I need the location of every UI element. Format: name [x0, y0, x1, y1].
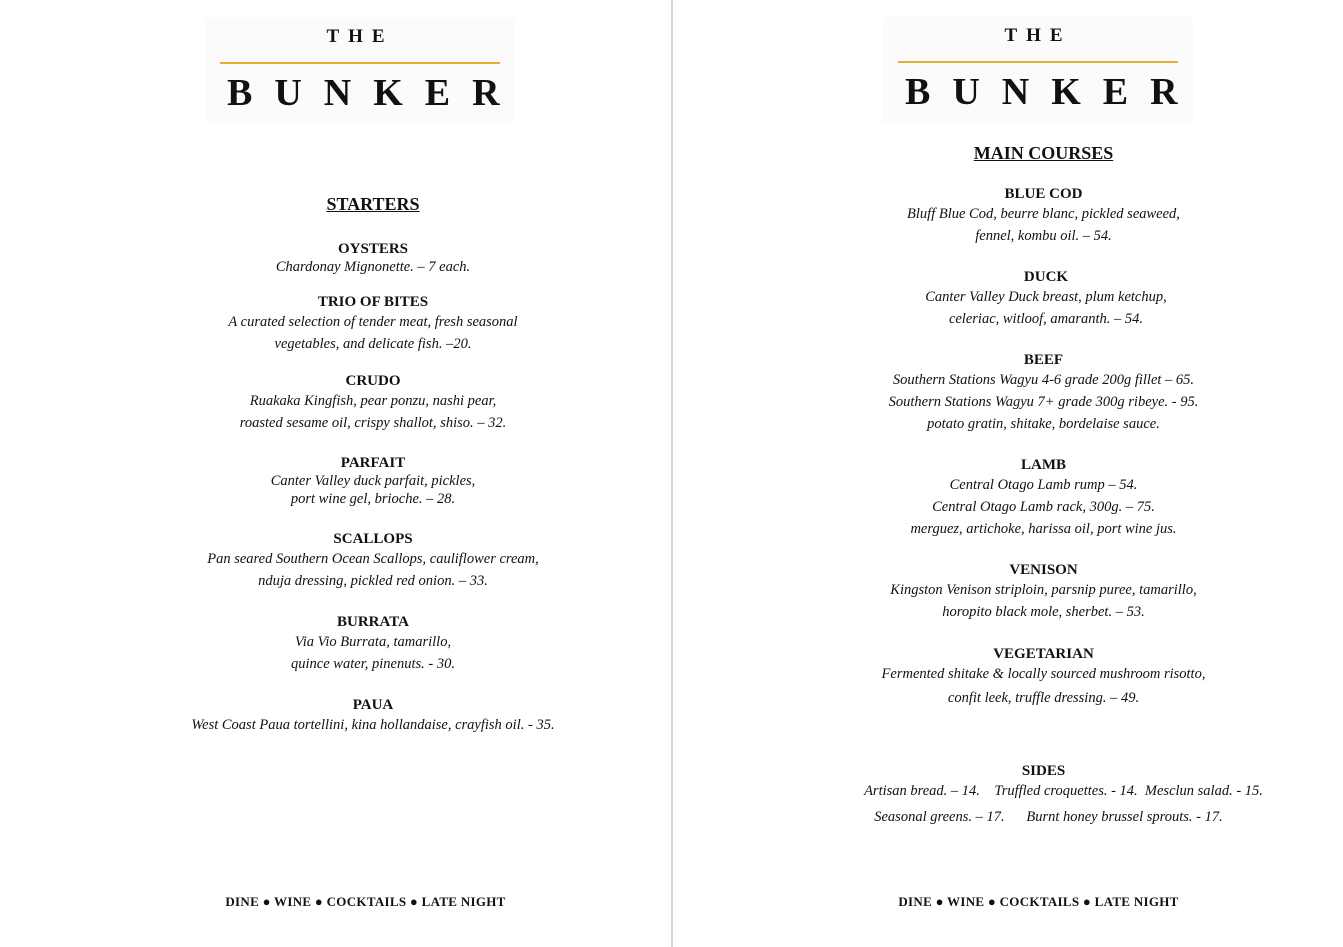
- item-desc: Central Otago Lamb rump – 54.: [949, 477, 1138, 493]
- menu-item-vegetarian: [744, 645, 1343, 709]
- item-desc: confit leek, truffle dressing. – 49.: [947, 690, 1140, 706]
- item-name: OYSTERS: [337, 241, 409, 257]
- menu-item-paua: [75, 696, 671, 736]
- item-name: BLUE COD: [1004, 186, 1083, 202]
- logo-bunker-text: BUNKER: [905, 71, 1200, 113]
- item-name: SCALLOPS: [333, 531, 413, 547]
- item-desc: Chardonay Mignonette. – 7 each.: [275, 259, 471, 275]
- item-desc: horopito black mole, sherbet. – 53.: [942, 604, 1145, 620]
- item-name: VENISON: [1009, 562, 1078, 578]
- page-divider: [671, 0, 673, 947]
- bunker-logo: [883, 17, 1200, 122]
- starters-title: STARTERS: [326, 194, 420, 214]
- menu-item-lamb: [744, 456, 1343, 540]
- sides-row-2: Seasonal greens. – 17. Burnt honey brussel sprouts. - 17.: [874, 809, 1223, 825]
- menu-item-venison: [744, 561, 1343, 623]
- logo-gold-rule: [898, 61, 1178, 63]
- item-desc: Canter Valley Duck breast, plum ketchup,: [925, 289, 1167, 305]
- logo-the-text: THE: [326, 26, 394, 47]
- item-desc: West Coast Paua tortellini, kina hollandaise, crayfish oil. - 35.: [191, 717, 555, 733]
- footer-tagline: DINE ● WINE ● COCKTAILS ● LATE NIGHT: [225, 894, 506, 909]
- item-desc: Central Otago Lamb rack, 300g. – 75.: [932, 499, 1155, 515]
- menu-item-duck: [749, 268, 1343, 330]
- item-name: PARFAIT: [340, 455, 406, 471]
- item-name: BURRATA: [337, 614, 409, 630]
- menu-item-crudo: [75, 372, 671, 434]
- menu-page-mains: [674, 0, 1343, 947]
- menu-page-starters: [0, 0, 671, 947]
- item-desc: Via Vio Burrata, tamarillo,: [294, 634, 452, 650]
- item-desc: merguez, artichoke, harissa oil, port wine jus.: [910, 521, 1177, 537]
- item-desc: roasted sesame oil, crispy shallot, shiso. – 32.: [239, 415, 507, 431]
- item-desc: Kingston Venison striploin, parsnip puree, tamarillo,: [890, 582, 1197, 598]
- item-name: CRUDO: [345, 373, 401, 389]
- menu-item-parfait: [75, 454, 671, 508]
- item-desc: Ruakaka Kingfish, pear ponzu, nashi pear,: [249, 393, 497, 409]
- item-desc: fennel, kombu oil. – 54.: [975, 228, 1112, 244]
- item-name: DUCK: [1023, 269, 1069, 285]
- menu-item-sides: [744, 762, 1343, 828]
- item-name: TRIO OF BITES: [317, 294, 429, 310]
- item-desc: A curated selection of tender meat, fresh seasonal: [228, 314, 518, 330]
- item-desc: vegetables, and delicate fish. –20.: [274, 336, 472, 352]
- item-desc: Fermented shitake & locally sourced mushroom risotto,: [881, 666, 1206, 682]
- menu-item-beef: [744, 351, 1343, 435]
- item-desc: nduja dressing, pickled red onion. – 33.: [258, 573, 488, 589]
- item-desc: Southern Stations Wagyu 7+ grade 300g ribeye. - 95.: [888, 394, 1199, 410]
- item-name: PAUA: [352, 697, 394, 713]
- main-courses-title: MAIN COURSES: [973, 143, 1114, 163]
- menu-item-blue-cod: [744, 185, 1343, 247]
- logo-gold-rule: [220, 62, 500, 64]
- item-desc: port wine gel, brioche. – 28.: [290, 491, 456, 507]
- menu-item-burrata: [75, 613, 671, 675]
- item-desc: Canter Valley duck parfait, pickles,: [270, 473, 476, 489]
- logo-bunker-text: BUNKER: [227, 72, 522, 114]
- item-name: VEGETARIAN: [993, 646, 1094, 662]
- menu-item-oysters: [75, 240, 671, 276]
- item-desc: Bluff Blue Cod, beurre blanc, pickled seaweed,: [907, 206, 1180, 222]
- logo-the-text: THE: [1004, 25, 1072, 46]
- menu-item-trio-of-bites: [75, 293, 671, 355]
- item-desc: celeriac, witloof, amaranth. – 54.: [948, 311, 1144, 327]
- menu-item-scallops: [75, 530, 671, 592]
- item-desc: Pan seared Southern Ocean Scallops, cauliflower cream,: [207, 551, 539, 567]
- item-name: BEEF: [1023, 352, 1064, 368]
- item-desc: potato gratin, shitake, bordelaise sauce.: [927, 416, 1160, 432]
- sides-title: SIDES: [1021, 763, 1066, 779]
- footer-tagline: DINE ● WINE ● COCKTAILS ● LATE NIGHT: [898, 894, 1179, 909]
- bunker-logo: [205, 18, 522, 123]
- item-desc: quince water, pinenuts. - 30.: [291, 656, 455, 672]
- item-name: LAMB: [1021, 457, 1066, 473]
- sides-row-1: Artisan bread. – 14. Truffled croquettes. - 14. Mesclun salad. - 15.: [864, 783, 1263, 799]
- item-desc: Southern Stations Wagyu 4-6 grade 200g fillet – 65.: [892, 372, 1195, 388]
